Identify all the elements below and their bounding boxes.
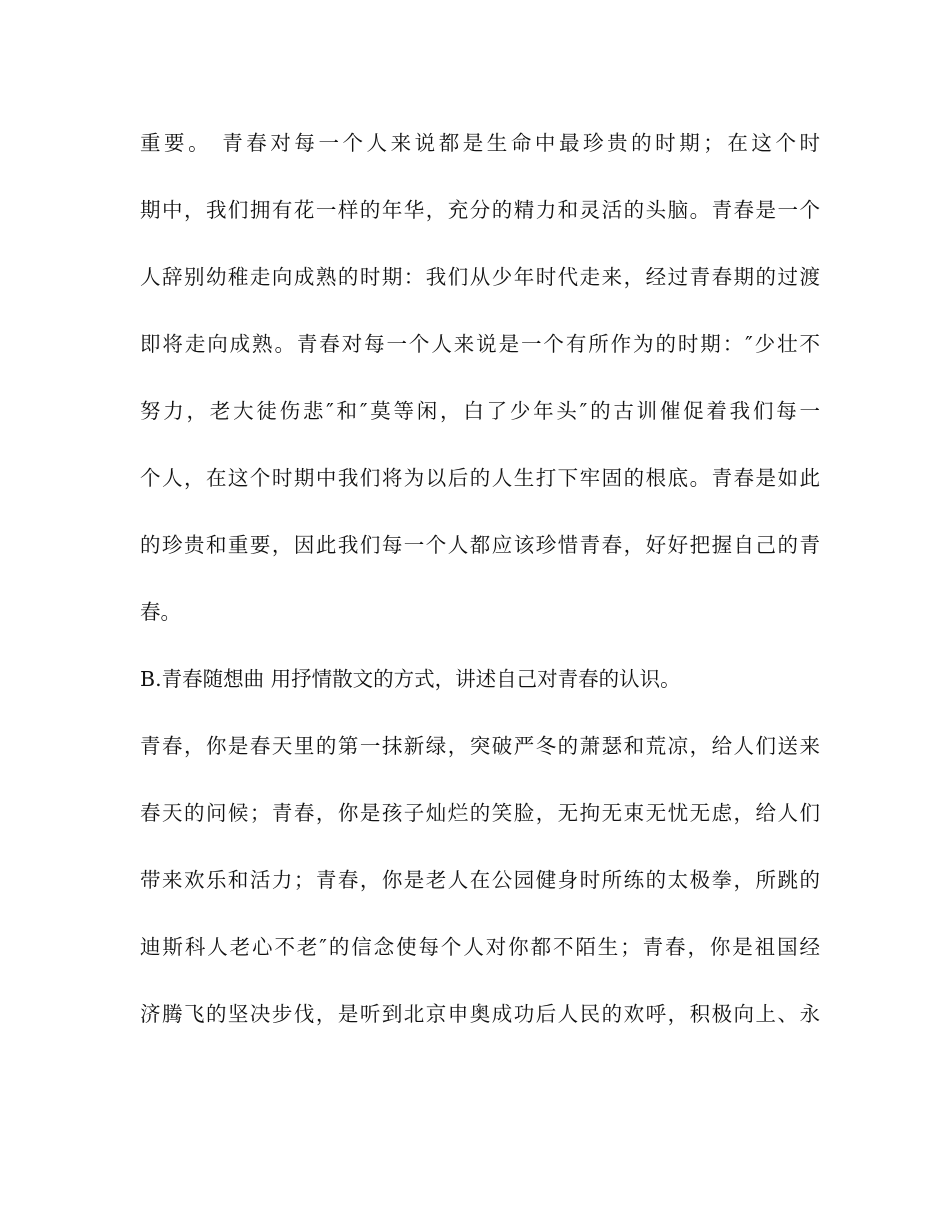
text-line-2: 期中，我们拥有花一样的年华，充分的精力和灵活的头脑。青春是一个 bbox=[140, 198, 820, 222]
text-line-3: 人辞别幼稚走向成熟的时期：我们从少年时代走来，经过青春期的过渡 bbox=[140, 265, 820, 289]
text-line-5: 努力，老大徒伤悲″和″莫等闲，白了少年头″的古训催促着我们每一 bbox=[140, 399, 820, 423]
text-line-13: 迪斯科人老心不老″的信念使每个人对你都不陌生；青春，你是祖国经 bbox=[140, 935, 820, 959]
text-line-6: 个人，在这个时期中我们将为以后的人生打下牢固的根底。青春是如此 bbox=[140, 466, 820, 490]
text-line-4: 即将走向成熟。青春对每一个人来说是一个有所作为的时期：″少壮不 bbox=[140, 332, 820, 356]
text-line-7: 的珍贵和重要，因此我们每一个人都应该珍惜青春，好好把握自己的青 bbox=[140, 533, 820, 557]
text-line-12: 带来欢乐和活力；青春，你是老人在公园健身时所练的太极拳，所跳的 bbox=[140, 868, 820, 892]
text-line-14: 济腾飞的坚决步伐，是听到北京申奥成功后人民的欢呼，积极向上、永 bbox=[140, 1002, 820, 1026]
section-heading: B.青春随想曲 用抒情散文的方式，讲述自己对青春的认识。 bbox=[140, 667, 681, 691]
text-line-11: 春天的问候；青春，你是孩子灿烂的笑脸，无拘无束无忧无虑，给人们 bbox=[140, 801, 820, 825]
text-line-1: 重要。 青春对每一个人来说都是生命中最珍贵的时期；在这个时 bbox=[140, 131, 820, 155]
text-line-8: 春。 bbox=[140, 600, 181, 624]
text-line-10: 青春，你是春天里的第一抹新绿，突破严冬的萧瑟和荒凉，给人们送来 bbox=[140, 734, 820, 758]
